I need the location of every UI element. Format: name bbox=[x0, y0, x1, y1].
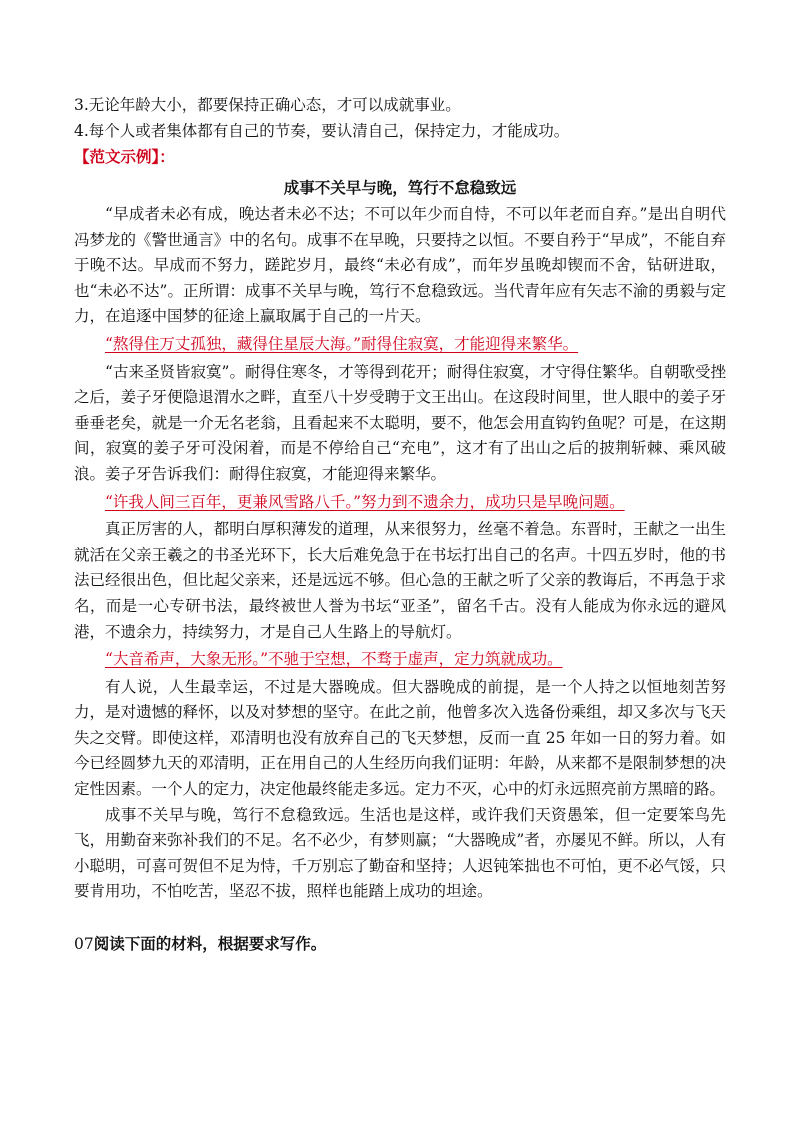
list-item-3: 3.无论年龄大小，都要保持正确心态，才可以成就事业。 bbox=[74, 96, 461, 114]
section-header: 【范文示例】： bbox=[74, 147, 175, 166]
task-number: 07 bbox=[74, 935, 94, 954]
spacer bbox=[74, 905, 726, 931]
essay-paragraph-3: 真正厉害的人，都明白厚积薄发的道理，从来很努力，丝毫不着急。东晋时，王献之一出生就活在父亲王羲之的书圣光环下，长大后难免急于在书坛打出自己的名声。十四五岁时，他的书法已经很出色，但比起父亲来，还是远远不够。但心急的王献之听了父亲的教诲后，不再急于求名，而是一心专研书法，最终被世人誉为书坛“亚圣”，留名千古。没有人能成为你永远的避风港，不遗余力，持续努力，才是自己人生路上的导航灯。 bbox=[74, 520, 726, 641]
quote-text: “许我人间三百年，更兼风雪路八千。”努力到不遗余力，成功只是早晚问题。 bbox=[105, 492, 625, 511]
essay-quote-3 bbox=[74, 647, 726, 673]
document-page bbox=[74, 92, 726, 957]
essay-quote-1 bbox=[74, 332, 726, 358]
essay-title: 成事不关早与晚，笃行不怠稳致远 bbox=[283, 178, 517, 197]
list-item-4: 4.每个人或者集体都有自己的节奏，要认清自己，保持定力，才能成功。 bbox=[74, 122, 570, 140]
essay-paragraph-1: “早成者未必有成，晚达者未必不达；不可以年少而自恃，不可以年老而自弃。”是出自明代冯梦龙的《警世通言》中的名句。成事不在早晚，只要持之以恒。不要自矜于“早成”，不能自弃于晚不达。早成而不努力，蹉跎岁月，最终“未必有成”，而年岁虽晚却锲而不舍，钻研进取，也“未必不达”。正所谓：成事不关早与晚，笃行不怠稳致远。当代青年应有矢志不渝的勇毅与定力，在追逐中国梦的征途上赢取属于自己的一片天。 bbox=[74, 205, 726, 326]
quote-text: “熬得住万丈孤独，藏得住星辰大海。”耐得住寂寞，才能迎得来繁华。 bbox=[105, 334, 579, 353]
essay-quote-2 bbox=[74, 490, 726, 516]
quote-text: “大音希声，大象无形。”不驰于空想，不骛于虚声，定力筑就成功。 bbox=[105, 650, 563, 669]
essay-paragraph-5: 成事不关早与晚，笃行不怠稳致远。生活也是这样，或许我们天资愚笨，但一定要笨鸟先飞，用勤奋来弥补我们的不足。名不必少，有梦则赢；“大器晚成”者，亦屡见不鲜。所以，人有小聪明，可喜可贺但不足为恃，千万别忘了勤奋和坚持；人迟钝笨拙也不可怕，更不必气馁，只要肯用功，不怕吃苦，坚忍不拔，照样也能踏上成功的坦途。 bbox=[74, 805, 726, 901]
essay-paragraph-4: 有人说，人生最幸运，不过是大器晚成。但大器晚成的前提，是一个人持之以恒地刻苦努力，是对遗憾的释怀，以及对梦想的坚守。在此之前，他曾多次入选备份乘组，却又多次与飞天失之交臂。即使这样，邓清明也没有放弃自己的飞天梦想，反而一直 25 年如一日的努力着。如今已经圆梦九天的邓清明，正在用自己的人生经历向我们证明：年龄，从来都不是限制梦想的决定性因素。一个人的定力，决定他最终能走多远。定力不灭，心中的灯永远照亮前方黑暗的路。 bbox=[74, 677, 726, 799]
essay-paragraph-2: “古来圣贤皆寂寞”。耐得住寒冬，才等得到花开；耐得住寂寞，才守得住繁华。自朝歌受挫之后，姜子牙便隐退渭水之畔，直至八十岁受聘于文王出山。在这段时间里，世人眼中的姜子牙垂垂老矣，就是一介无名老翁，且看起来不太聪明，要不，他怎会用直钩钓鱼呢？可是，在这期间，寂寞的姜子牙可没闲着，而是不停给自己“充电”，这才有了出山之后的披荆斩棘、乘风破浪。姜子牙告诉我们：耐得住寂寞，才能迎得来繁华。 bbox=[74, 362, 726, 483]
task-instruction: 阅读下面的材料，根据要求写作。 bbox=[93, 934, 327, 954]
next-task-heading bbox=[74, 931, 726, 957]
